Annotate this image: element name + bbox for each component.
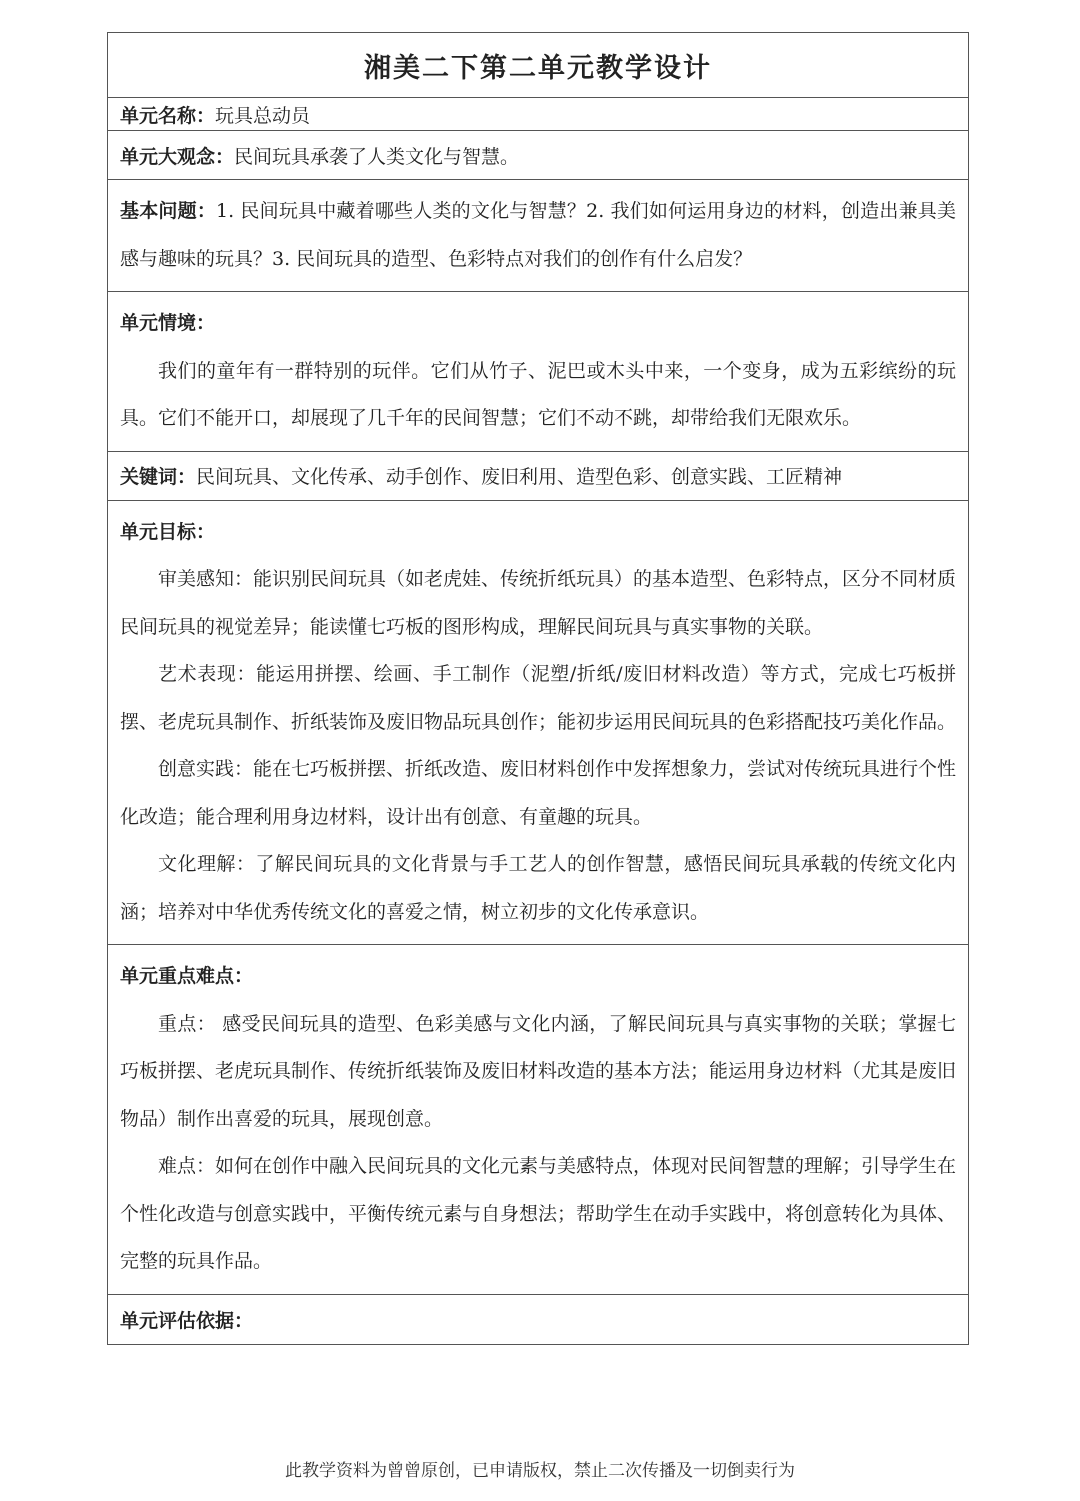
basic-questions-value: 1. 民间玩具中藏着哪些人类的文化与智慧？2. 我们如何运用身边的材料，创造出兼具美感与趣味的玩具？3. 民间玩具的造型、色彩特点对我们的创作有什么启发？ [120, 200, 956, 270]
basic-questions-label: 基本问题： [120, 200, 217, 222]
big-concept-row [108, 131, 968, 180]
big-concept-value: 民间玩具承袭了人类文化与智慧。 [234, 145, 520, 168]
situation-paragraph: 我们的童年有一群特别的玩伴。它们从竹子、泥巴或木头中来，一个变身，成为五彩缤纷的玩具。它们不能开口，却展现了几千年的民间智慧；它们不动不跳，却带给我们无限欢乐。 [120, 359, 956, 429]
key-point-focus: 重点： 感受民间玩具的造型、色彩美感与文化内涵，了解民间玩具与真实事物的关联；掌握七巧板拼摆、老虎玩具制作、传统折纸装饰及废旧材料改造的基本方法；能运用身边材料（尤其是废旧物品）制作出喜爱的玩具，展现创意。 [120, 1012, 957, 1130]
page-title: 湘美二下第二单元教学设计 [364, 52, 712, 84]
unit-name-value: 玩具总动员 [215, 104, 311, 127]
keywords-value: 民间玩具、文化传承、动手创作、废旧利用、造型色彩、创意实践、工匠精神 [196, 466, 843, 488]
basic-questions-text [120, 188, 956, 283]
key-point-difficulty: 难点：如何在创作中融入民间玩具的文化元素与美感特点，体现对民间智慧的理解；引导学生在个性化改造与创意实践中，平衡传统元素与自身想法；帮助学生在动手实践中，将创意转化为具体、完整的玩具作品。 [120, 1155, 957, 1272]
key-points-label: 单元重点难点： [120, 965, 254, 987]
unit-design-table [107, 32, 969, 1345]
title-row [108, 33, 968, 98]
basic-questions-row [108, 180, 968, 292]
big-concept-label: 单元大观念： [120, 145, 235, 168]
unit-name-label: 单元名称： [120, 104, 216, 127]
keywords-label: 关键词： [120, 466, 197, 488]
situation-row [108, 292, 968, 452]
assessment-label: 单元评估依据： [120, 1309, 254, 1332]
copyright-footer: 此教学资料为曾曾原创，已申请版权，禁止二次传播及一切倒卖行为 [285, 1461, 795, 1481]
assessment-row [108, 1295, 968, 1344]
key-points-row [108, 945, 968, 1295]
keywords-row [108, 452, 968, 501]
goal-culture: 文化理解：了解民间玩具的文化背景与手工艺人的创作智慧，感悟民间玩具承载的传统文化内涵；培养对中华优秀传统文化的喜爱之情，树立初步的文化传承意识。 [120, 853, 956, 923]
goal-expression: 艺术表现：能运用拼摆、绘画、手工制作（泥塑/折纸/废旧材料改造）等方式，完成七巧板拼摆、老虎玩具制作、折纸装饰及废旧物品玩具创作；能初步运用民间玩具的色彩搭配技巧美化作品。 [120, 663, 957, 733]
goals-label: 单元目标： [120, 520, 216, 543]
goal-aesthetic: 审美感知：能识别民间玩具（如老虎娃、传统折纸玩具）的基本造型、色彩特点，区分不同材质民间玩具的视觉差异；能读懂七巧板的图形构成，理解民间玩具与真实事物的关联。 [120, 568, 957, 638]
goals-row [108, 501, 968, 946]
unit-name-row [108, 98, 968, 131]
goal-creative: 创意实践：能在七巧板拼摆、折纸改造、废旧材料创作中发挥想象力，尝试对传统玩具进行个性化改造；能合理利用身边材料，设计出有创意、有童趣的玩具。 [120, 758, 957, 828]
situation-label: 单元情境： [120, 312, 216, 334]
